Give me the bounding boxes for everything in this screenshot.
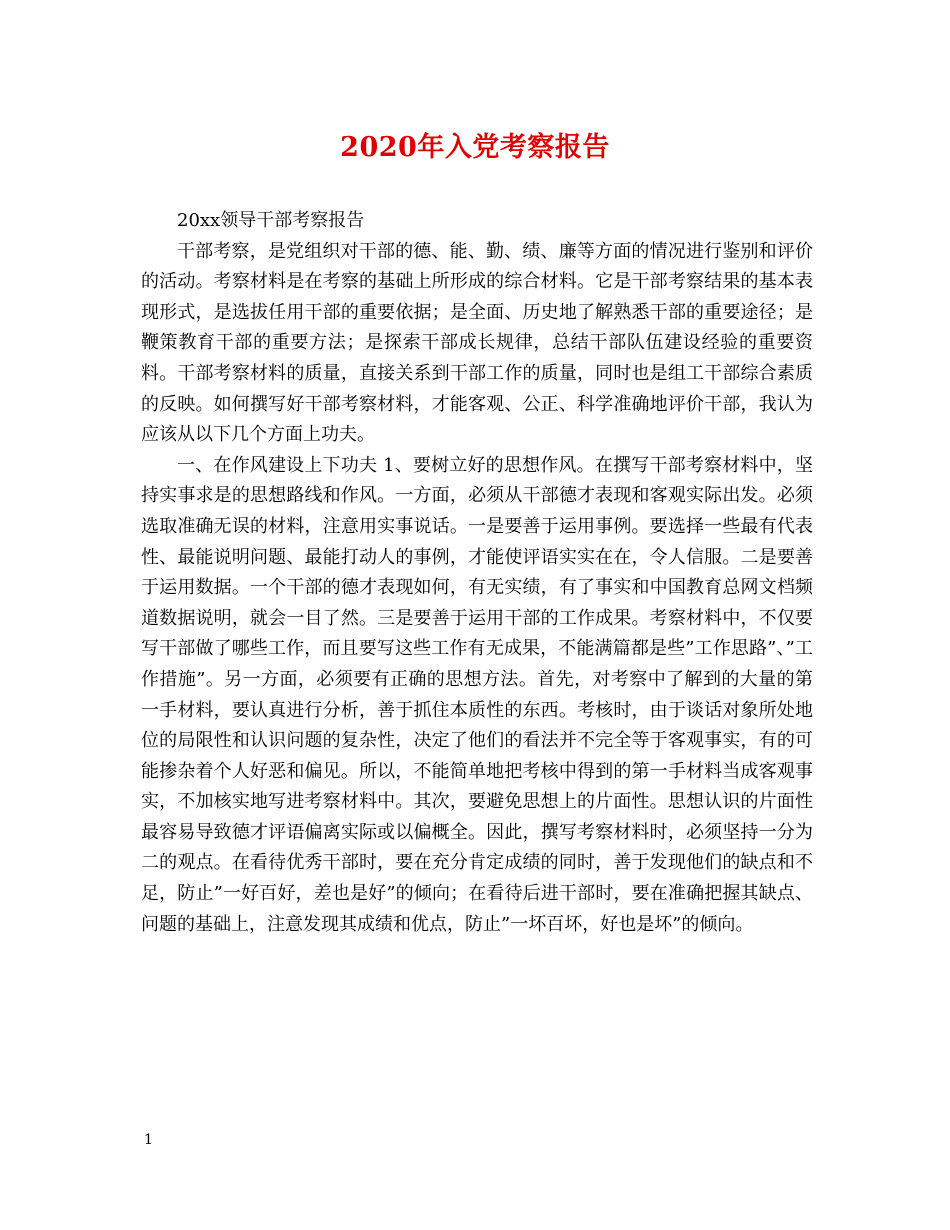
- paragraph-section-one: 一、在作风建设上下功夫 1、要树立好的思想作风。在撰写干部考察材料中，坚持实事求是的思想路线和作风。一方面，必须从干部德才表现和客观实际出发。必须选取准确无误的材料，注意用实事说话。一是要善于运用事例。要选择一些最有代表性、最能说明问题、最能打动人的事例，才能使评语实实在在，令人信服。二是要善于运用数据。一个干部的德才表现如何，有无实绩，有了事实和中国教育总网文档频道数据说明，就会一目了然。三是要善于运用干部的工作成果。考察材料中，不仅要写干部做了哪些工作，而且要写这些工作有无成果，不能满篇都是些”工作思路”、”工作措施”。另一方面，必须要有正确的思想方法。首先，对考察中了解到的大量的第一手材料，要认真进行分析，善于抓住本质性的东西。考核时，由于谈话对象所处地位的局限性和认识问题的复杂性，决定了他们的看法并不完全等于客观事实，有的可能掺杂着个人好恶和偏见。所以，不能简单地把考核中得到的第一手材料当成客观事实，不加核实地写进考察材料中。其次，要避免思想上的片面性。思想认识的片面性最容易导致德才评语偏离实际或以偏概全。因此，撰写考察材料时，必须坚持一分为二的观点。在看待优秀干部时，要在充分肯定成绩的同时，善于发现他们的缺点和不足，防止”一好百好，差也是好”的倾向；在看待后进干部时，要在准确把握其缺点、问题的基础上，注意发现其成绩和优点，防止”一坏百坏，好也是坏”的倾向。: [141, 454, 813, 935]
- document-subtitle: 20xx领导干部考察报告: [177, 210, 365, 231]
- page-number: 1: [144, 1132, 153, 1148]
- document-body: [141, 206, 813, 940]
- paragraph-intro: 干部考察，是党组织对干部的德、能、勤、绩、廉等方面的情况进行鉴别和评价的活动。考察材料是在考察的基础上所形成的综合材料。它是干部考察结果的基本表现形式，是选拔任用干部的重要依据；是全面、历史地了解熟悉干部的重要途径；是鞭策教育干部的重要方法；是探索干部成长规律，总结干部队伍建设经验的重要资料。干部考察材料的质量，直接关系到干部工作的质量，同时也是组工干部综合素质的反映。如何撰写好干部考察材料，才能客观、公正、科学准确地评价干部，我认为应该从以下几个方面上功夫。: [141, 240, 813, 446]
- document-title: 2020年入党考察报告: [340, 132, 610, 163]
